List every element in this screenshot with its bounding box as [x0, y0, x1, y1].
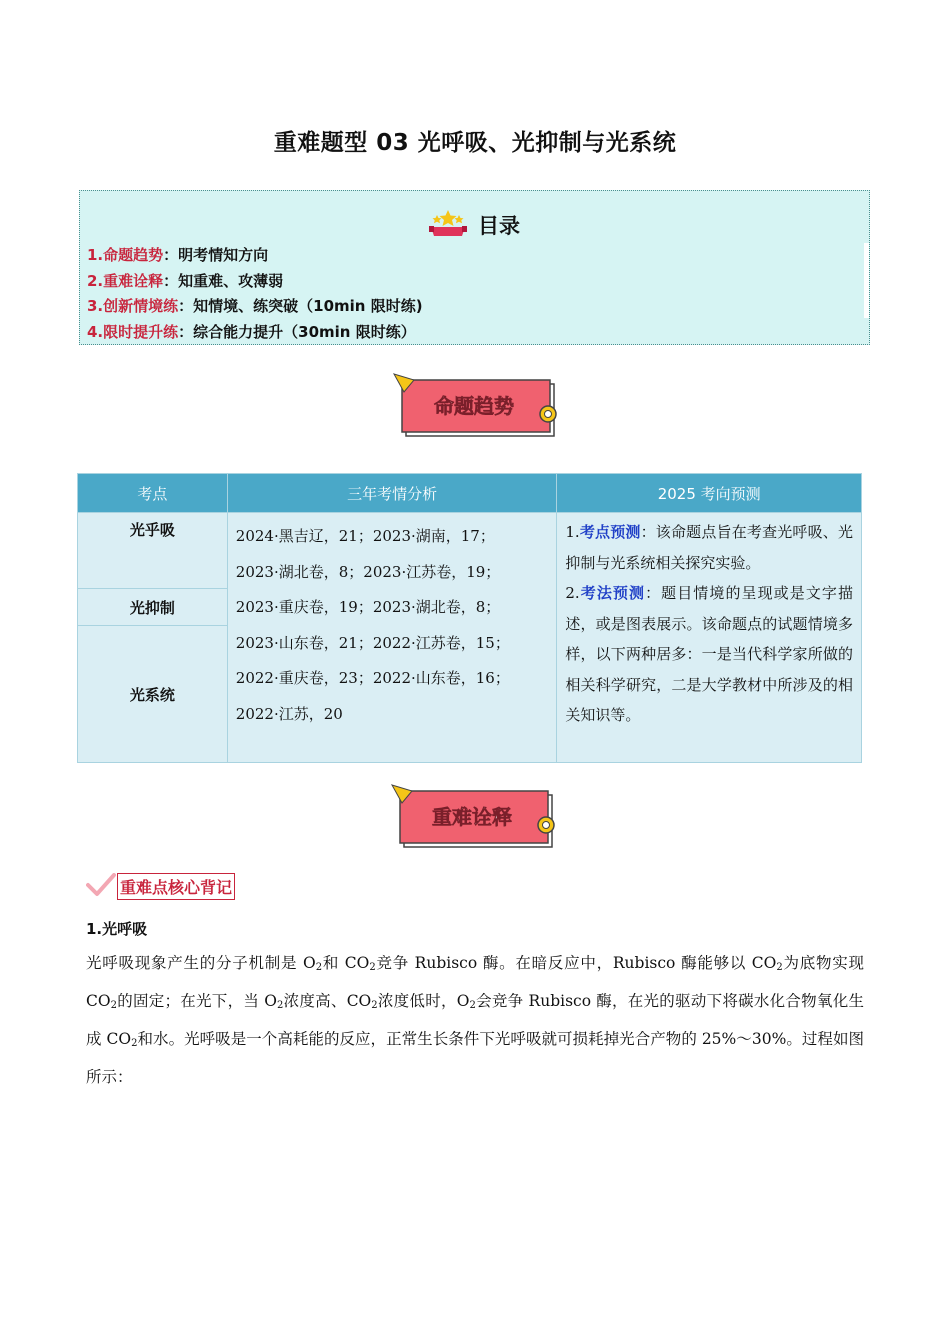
trophy-icon [429, 209, 467, 241]
table-header: 考点 [78, 474, 228, 513]
toc-item[interactable] [87, 294, 423, 320]
prediction-number: 1. [565, 523, 580, 541]
toc-item-value: ：明考情知方向 [163, 246, 269, 264]
prediction-cell [557, 513, 862, 763]
badge-explain-text: 重难诠释 [432, 805, 512, 829]
analysis-line: 2022·重庆卷，23；2022·山东卷，16； [235, 669, 510, 688]
table-header: 2025 考向预测 [557, 474, 862, 513]
section-heading: 1.光呼吸 [86, 920, 148, 938]
toc-divider [864, 243, 869, 318]
section-badge-explain [390, 783, 560, 855]
toc-item-value: ：综合能力提升（30min 限时练） [178, 322, 416, 341]
section-badge-trend [392, 372, 562, 444]
core-label: 重难点核心背记 [117, 873, 235, 900]
topic-cell: 光乎吸 [78, 513, 228, 589]
toc-header [80, 209, 869, 241]
page-title: 重难题型 03 光呼吸、光抑制与光系统 [273, 130, 677, 156]
toc-item-value: ：知情境、练突破（10min 限时练) [178, 297, 423, 315]
body-paragraph: 光呼吸现象产生的分子机制是 $O_2$和 $CO_2$竞争 Rubisco 酶。在暗反应中，Rubisco 酶能够以 $CO_2$为底物实现 $CO_2$的固定；在光下，当 $O_2$浓度高、$CO_2$浓度低时，$O_2$会竞争 Rubisco 酶，在光的驱动下将碳水化合物氧化生成 $CO_2$和水。光呼吸是一个高耗能的反应，正常生长条件下光呼吸就可损耗掉光合产物的 25%～30%。过程如图所示： [86, 954, 864, 1086]
prediction-2 [565, 578, 853, 731]
exam-trend-table [77, 473, 862, 763]
analysis-line: 2023·重庆卷，19；2023·湖北卷，8； [235, 598, 501, 617]
topic-cell: 光抑制 [78, 589, 228, 626]
table-of-contents [79, 190, 870, 345]
prediction-label: 考法预测 [579, 584, 646, 602]
toc-item[interactable] [87, 243, 423, 269]
check-icon [86, 873, 116, 899]
analysis-line: 2023·山东卷，21；2022·江苏卷，15； [235, 633, 510, 652]
prediction-number: 2. [565, 584, 580, 602]
badge-explain-graphic [390, 783, 560, 851]
analysis-line: 2022·江苏，20 [235, 704, 343, 723]
table-header-row [78, 474, 862, 513]
toc-list [87, 243, 423, 345]
prediction-text: ：该命题点旨在考查光呼吸、光抑制与光系统相关探究实验。 [565, 523, 853, 572]
prediction-1 [565, 517, 853, 578]
table-row [78, 513, 862, 589]
analysis-cell [227, 513, 557, 763]
badge-trend-graphic [392, 372, 562, 440]
topic-cell: 光系统 [78, 626, 228, 763]
toc-item-key: 4.限时提升练 [87, 322, 179, 341]
toc-heading: 目录 [478, 214, 521, 238]
toc-item-value: ：知重难、攻薄弱 [163, 271, 284, 290]
toc-item[interactable] [87, 320, 423, 346]
toc-item-key: 3.创新情境练 [87, 297, 179, 315]
prediction-label: 考点预测 [579, 523, 641, 541]
badge-trend-text: 命题趋势 [434, 394, 514, 418]
prediction-text: ：题目情境的呈现或是文字描述，或是图表展示。该命题点的试题情境多样，以下两种居多：一是当代科学家所做的相关科学研究，二是大学教材中所涉及的相关知识等。 [565, 584, 853, 724]
analysis-line: 2024·黑吉辽，21；2023·湖南，17； [235, 527, 495, 545]
toc-item-key: 2.重难诠释 [87, 271, 164, 290]
analysis-line: 2023·湖北卷，8；2023·江苏卷，19； [235, 562, 501, 581]
toc-item-key: 1.命题趋势 [87, 246, 164, 264]
table-header: 三年考情分析 [227, 474, 557, 513]
toc-item[interactable] [87, 269, 423, 295]
